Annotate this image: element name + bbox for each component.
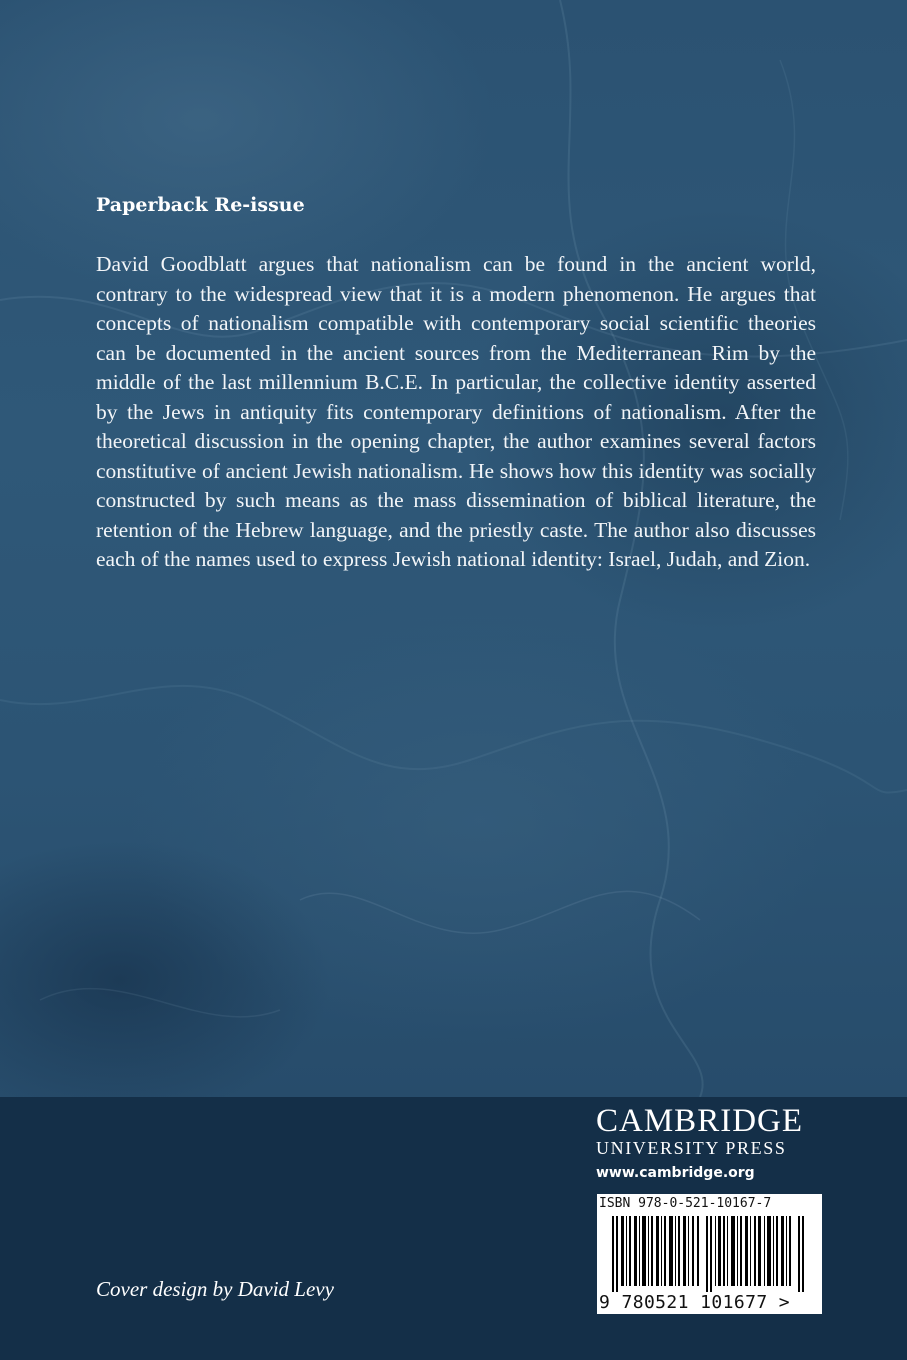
- isbn-label: ISBN 978-0-521-10167-7: [599, 1196, 772, 1211]
- edition-tagline: Paperback Re-issue: [96, 194, 305, 216]
- publisher-url: www.cambridge.org: [596, 1165, 755, 1181]
- isbn-barcode: [597, 1194, 822, 1314]
- cover-credit: Cover design by David Levy: [96, 1277, 334, 1301]
- publisher-subtitle: UNIVERSITY PRESS: [596, 1138, 787, 1158]
- publisher-logo: [596, 1104, 824, 1184]
- publisher-name: CAMBRIDGE: [596, 1103, 804, 1139]
- book-description: David Goodblatt argues that nationalism can be found in the ancient world, contrary to the widespread view that it is a modern phenomenon. He argues that concepts of nationalism compatible with contemporary social scientific theories can be documented in the ancient sources from the Mediterranean Rim by the middle of the last millennium B.C.E. In particular, the collective identity asserted by the Jews in antiquity fits contemporary definitions of nationalism. After the theoretical discussion in the opening chapter, the author examines several factors constitutive of ancient Jewish nationalism. He shows how this identity was socially constructed by such means as the mass dissemination of biblical literature, the retention of the Hebrew language, and the priestly caste. The author also discusses each of the names used to express Jewish national identity: Israel, Judah, and Zion.: [96, 252, 816, 571]
- barcode-bars: [612, 1216, 808, 1292]
- barcode-digits: 9 780521 101677 >: [599, 1292, 791, 1313]
